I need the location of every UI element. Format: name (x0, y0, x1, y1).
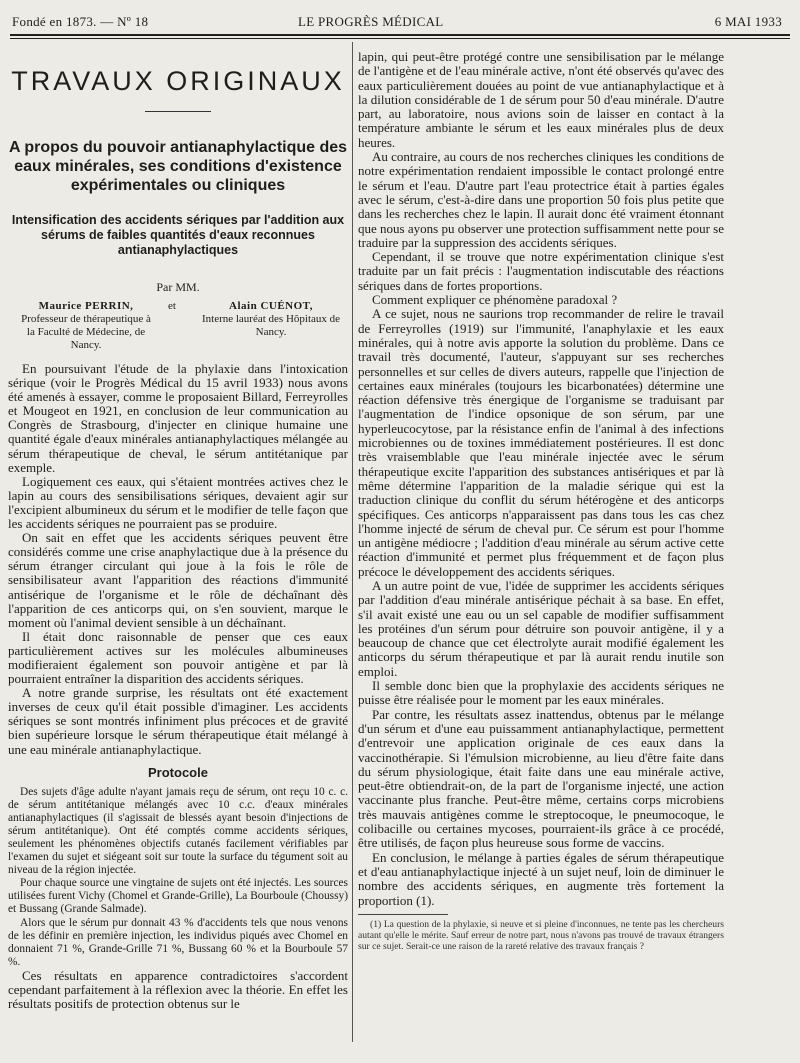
paragraph: Comment expliquer ce phénomène paradoxal ? (372, 292, 618, 308)
header-rule-thin (10, 38, 790, 39)
paragraph: Au contraire, au cours de nos recherches cliniques les conditions de notre expérimentation rendaient impossible le contact prolongé entre le sérum et l'eau. D'autre part l'eau protectrice était à parties égales avec le sérum, c'est-à-dire dans une proportion 50 fois plus petite que dans les recherches chez le lapin. Il aurait donc été vraiment étonnant que nous ayons pu observer une protection suffisamment nette pour se traduire par la suppression des accidents sériques. (358, 149, 724, 250)
paragraph: Logiquement ces eaux, qui s'étaient montrées actives chez le lapin au cours des sensibilisations sériques, devaient agir sur l'excipient albumineux du sérum et le modifier de telle façon que les accidents sériques ne pourraient pas se produire. (8, 473, 348, 532)
author-name: Maurice PERRIN, (38, 300, 134, 312)
author-affiliation: Interne lauréat des Hôpitaux de Nancy. (201, 313, 341, 338)
paragraph: Ces résultats en apparence contradictoires s'accordent cependant parfaitement à la réflexion avec la théorie. En effet les résultats positifs de protection obtenus sur le (8, 967, 348, 1012)
right-column (358, 50, 724, 952)
paragraph: En poursuivant l'étude de la phylaxie dans l'intoxication sérique (voir le Progrès Médical du 15 avril 1933) nous avons été amenés à essayer, comme le proposaient Billard, Ferreyrolles et Mougeot en 1921, en conclusion de leur communication au Congrès de Strasbourg, d'injecter en clinique humaine une quantité égale d'eaux minérales antianaphylactiques mélangée au sérum thérapeutique de cheval, le sérum antitétanique par exemple. (8, 361, 348, 475)
article-subtitle: Intensification des accidents sériques par l'addition aux sérums de faibles quantités d'eaux reconnues antianaphylactiques (11, 213, 345, 257)
paragraph: lapin, qui peut-être protégé contre une sensibilisation par le mélange de l'antigène et de l'eau minérale active, n'ont été observés qu'avec des eaux particulièrement douées au point de vue antianaphylactique et à la dilution considérable de 1 de sérum pour 50 d'eau minérale. D'autre part, au laboratoire, nous avions soin de laisser en contact à la température ambiante le sérum et les eaux minérales plus de deux heures. (358, 49, 724, 150)
author-perrin (16, 300, 156, 352)
paragraph: A notre grande surprise, les résultats ont été exactement inverses de ceux qu'il était possible d'imaginer. Les accidents sériques se sont montrés infiniment plus précoces et de gravité bien supérieure lorsque le sérum thérapeutique était mélangé à une eau minérale antianaphylactique. (8, 685, 348, 757)
protocol-paragraph: Des sujets d'âge adulte n'ayant jamais reçu de sérum, ont reçu 10 c. c. de sérum antitétanique mélangés avec 10 c.c. d'eaux minérales antianaphylactiques (il s'agissait de blessés ayant besoin d'injections de sérum antitétanique). Ont été comptés comme accidents sériques, seulement les phénomènes objectifs cutanés facilement vérifiables par l'examen du sujet et siégeant soit sur toute la surface du tégument soit au niveau de la région injectée. (8, 785, 348, 877)
issue-date: 6 MAI 1933 (714, 14, 782, 29)
protocol-paragraph: Alors que le sérum pur donnait 43 % d'accidents tels que nous venons de les définir en première injection, les individus piqués avec Chomel en donnaient 71 %, Grande-Grille 71 %, Bussang 60 % et la Bourboule 57 %. (8, 916, 348, 968)
left-column (8, 42, 348, 1011)
paragraph: Par contre, les résultats assez inattendus, obtenus par le mélange d'un sérum et d'une eau puissamment antianaphylactique, permettent d'entrevoir une application originale de ces eaux dans la vaccinothérapie. Si l'émulsion microbienne, au lieu d'être faite dans du sérum physiologique, était faite dans une eau minérale active, peut-être obtiendrait-on, de la part de l'organisme injecté, une action vaccinante plus franche. Peut-être même, certains corps microbiens très mauvais antigènes comme le streptocoque, le pneumocoque, le colibacille ou certaines mycoses, pourraient-ils grâce à ce procédé, être utilisés, de façon plus heureuse sous forme de vaccins. (358, 706, 724, 851)
article-title: A propos du pouvoir antianaphylactique des eaux minérales, ses conditions d'existence expérimentales ou cliniques (8, 139, 348, 194)
section-title: TRAVAUX ORIGINAUX (11, 66, 345, 96)
author-separator: et (168, 300, 176, 312)
paragraph: Il semble donc bien que la prophylaxie des accidents sériques ne puisse être réalisée pour le moment par les eaux minérales. (358, 678, 724, 708)
footnote-rule (358, 914, 448, 915)
journal-name: LE PROGRÈS MÉDICAL (298, 14, 444, 29)
author-name: Alain CUÉNOT, (229, 300, 313, 312)
page-header (12, 14, 790, 34)
protocol-paragraph: Pour chaque source une vingtaine de sujets ont été injectés. Les sources utilisées furent Vichy (Chomel et Grande-Grille), La Bourboule (Choussy) et Bussang (Grande Salmade). (8, 877, 348, 916)
protocol-heading: Protocole (148, 764, 208, 780)
founded-issue: Fondé en 1873. — Nº 18 (12, 14, 149, 29)
author-affiliation: Professeur de thérapeutique à la Faculté de Médecine, de Nancy. (21, 313, 151, 351)
header-rule (10, 34, 790, 36)
paragraph: A ce sujet, nous ne saurions trop recommander de relire le travail de Ferreyrolles (1919) sur l'immunité, l'anaphylaxie et les eaux minérales, qui à notre avis apporte la solution du problème. Dans ce travail très documenté, l'auteur, s'appuyant sur ses recherches personnelles et sur celles de divers auteurs, rappelle que l'injection de certaines eaux minérales (toujours les bicarbonatées) détermine une réaction défensive très énergique de l'organisme se traduisant par l'augmentation de l'indice opsonique de son sérum, par une hyperleucocytose, par la résistance enfin de l'animal à des infections microbiennes ou de toxines immédiatement postérieures. Il est donc très vraisemblable que l'eau minérale injectée avec le sérum thérapeutique excite l'apparition des substances antisériques et par là même détermine l'apparition de la maladie sérique qui est la traduction clinique du conflit du sérum hétérogène et des anticorps spécifiques. Ces anticorps n'apparaissent pas dans tous les cas chez l'homme injecté de sérum de cheval pur. Ce sérum est pour l'homme un antigène médiocre ; l'addition d'eau minérale au sérum active cette réaction d'immunité et permet plus fréquemment et de façon plus précoce le développement des accidents sériques. (358, 306, 724, 579)
footnote: (1) La question de la phylaxie, si neuve et si pleine d'inconnues, ne tente pas les chercheurs autant qu'elle le mérite. Sauf erreur de notre part, nous n'avons pas trouvé de travaux étrangers sur ce sujet. Serait-ce une raison de la rareté relative des travaux français ? (358, 918, 724, 952)
author-cuenot (186, 300, 356, 339)
authors (8, 300, 348, 362)
paragraph: Cependant, il se trouve que notre expérimentation clinique s'est traduite par un fait précis : l'augmentation indiscutable des réactions sériques dans de fortes proportions. (358, 249, 724, 293)
paragraph: A un autre point de vue, l'idée de supprimer les accidents sériques par l'addition d'eau minérale antisérique péchait à sa base. En effet, s'il avait existé une eau ou un sel capable de modifier suffisamment les protéines d'un sérum pour détruire son pouvoir antigène, il y a beaucoup de chance que cet électrolyte aurait modifié également les anticorps du sérum thérapeutique et par là aurait rendu inutile son emploi. (358, 577, 724, 679)
title-rule (145, 111, 211, 112)
paragraph: On sait en effet que les accidents sériques peuvent être considérés comme une crise anaphylactique due à la présence du sérum étranger circulant qui joue à la fois le rôle de sensibilisateur avant l'apparition des réactions d'immunité antisérique de l'organisme et le rôle de déchaînant dès l'apparition de ces anticorps qui, on s'en souvient, marque le moment où l'animal devient sensible à un déchaînant. (8, 530, 348, 630)
byline-intro: Par MM. (156, 280, 200, 294)
paragraph: En conclusion, le mélange à parties égales de sérum thérapeutique et d'eau antianaphylactique injecté à un sujet neuf, loin de diminuer le nombre des accidents sériques, en augmente très fortement la proportion (1). (358, 849, 724, 908)
column-divider (352, 42, 353, 1042)
paragraph: Il était donc raisonnable de penser que ces eaux particulièrement actives sur les molécules albumineuses modifieraient également son pouvoir antigène et par là pourraient entraîner la disparition des accidents sériques. (8, 628, 348, 687)
